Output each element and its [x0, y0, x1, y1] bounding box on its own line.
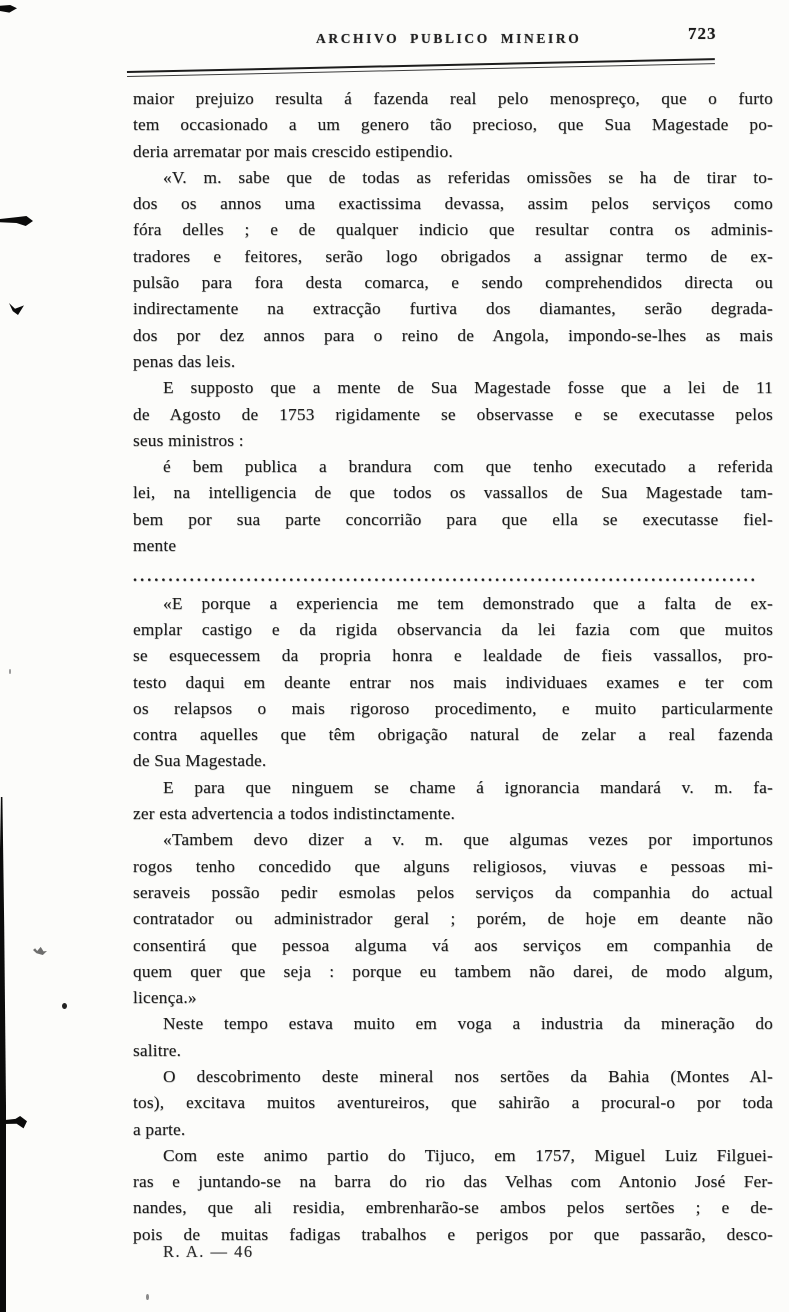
scan-artifact-binding-shadow [0, 797, 6, 1312]
text-line: contratador ou administrador geral ; porém, de hoje em deante não [133, 909, 773, 929]
text-line: licença.» [133, 988, 197, 1008]
text-line: dos os annos uma exactissima devassa, assim pelos serviços como [133, 194, 773, 214]
scan-artifact-speck [146, 1294, 149, 1300]
scan-artifact-check-mark [9, 303, 24, 315]
text-line: Neste tempo estava muito em voga a industria da mineração do [163, 1014, 773, 1034]
paragraph [133, 1143, 773, 1248]
text-line: penas das leis. [133, 351, 236, 371]
ellipsis-row: ........................................................................................ [133, 568, 758, 586]
text-line: O descobrimento deste mineral nos sertões da Bahia (Montes Al- [163, 1066, 773, 1086]
paragraph [133, 1011, 773, 1064]
text-line: de Agosto de 1753 rigidamente se observasse e se executasse pelos [133, 404, 773, 424]
text-line: seus ministros : [133, 430, 244, 450]
running-title: ARCHIVO PUBLICO MINEIRO [316, 31, 582, 46]
text-line: tem occasionado a um genero tão precioso, que Sua Magestade po- [133, 115, 773, 135]
text-line: tos), excitava muitos aventureiros, que sahirão a procural-o por toda [133, 1093, 773, 1113]
text-line: os relapsos o mais rigoroso procedimento, e muito particularmente [133, 698, 773, 718]
paragraph [133, 165, 773, 375]
scan-artifact-spur [4, 1116, 27, 1129]
text-line: nandes, que ali residia, embrenharão-se ambos pelos sertões ; e de- [133, 1198, 773, 1218]
page-body [133, 86, 773, 1248]
scan-artifact-ink-dot [62, 1003, 67, 1009]
text-line: bem por sua parte concorrião para que ella se executasse fiel- [133, 509, 773, 529]
text-line: fóra delles ; e de qualquer indicio que resultar contra os adminis- [133, 220, 773, 240]
page-number: 723 [688, 24, 717, 43]
text-line: mente [133, 536, 177, 556]
text-line: deria arrematar por mais crescido estipendio. [133, 141, 453, 161]
text-line: dos por dez annos para o reino de Angola, impondo-se-lhes as mais [133, 325, 773, 345]
text-line: maior prejuizo resulta á fazenda real pelo menospreço, que o furto [133, 89, 773, 108]
text-line: seraveis possão pedir esmolas pelos serviços da companhia do actual [133, 882, 773, 902]
text-line: «V. m. sabe que de todas as referidas omissões se ha de tirar to- [163, 167, 773, 187]
text-line: consentirá que pessoa alguma vá aos serviços em companhia de [133, 935, 773, 955]
scan-artifact-speck [9, 669, 11, 674]
paragraph [133, 827, 773, 1011]
text-line: testo daqui em deante entrar nos mais individuaes exames e ter com [133, 672, 773, 692]
text-line: zer esta advertencia a todos indistinctamente. [133, 804, 456, 824]
text-line: pulsão para fora desta comarca, e sendo comprehendidos directa ou [133, 273, 773, 293]
text-line: é bem publica a brandura com que tenho executado a referida [163, 457, 773, 477]
scan-artifact-top-dash [0, 5, 17, 13]
paragraph [133, 775, 773, 828]
text-line: indirectamente na extracção furtiva dos diamantes, serão degrada- [133, 299, 773, 319]
signature-mark: R. A. — 46 [163, 1242, 254, 1261]
text-line: E supposto que a mente de Sua Magestade fosse que a lei de 11 [163, 378, 773, 398]
paragraph [133, 454, 773, 559]
text-line: salitre. [133, 1040, 182, 1060]
scan-artifact-left-dash [0, 216, 33, 226]
text-line: «E porque a experiencia me tem demonstrado que a falta de ex- [163, 593, 773, 613]
scan-artifact-smudge [33, 946, 47, 955]
paragraph [133, 591, 773, 775]
text-line: quem quer que seja : porque eu tambem não darei, de modo algum, [133, 961, 773, 981]
text-line: «Tambem devo dizer a v. m. que algumas vezes por importunos [163, 830, 773, 850]
text-line: tradores e feitores, serão logo obrigados a assignar termo de ex- [133, 246, 773, 266]
text-line: contra aquelles que têm obrigação natural de zelar a real fazenda [133, 725, 773, 745]
text-line: Com este animo partio do Tijuco, em 1757, Miguel Luiz Filguei- [163, 1145, 773, 1165]
text-line: emplar castigo e da rigida observancia da lei fazia com que muitos [133, 619, 773, 639]
text-line: ras e juntando-se na barra do rio das Velhas com Antonio José Fer- [133, 1172, 773, 1192]
text-line: de Sua Magestade. [133, 751, 267, 771]
text-line: rogos tenho concedido que alguns religiosos, viuvas e pessoas mi- [133, 856, 773, 876]
text-line: a parte. [133, 1119, 186, 1139]
paragraph [133, 375, 773, 454]
text-line: E para que ninguem se chame á ignorancia mandará v. m. fa- [163, 777, 773, 797]
paragraph [133, 1064, 773, 1143]
header-rule [127, 58, 715, 77]
text-line: lei, na intelligencia de que todos os vassallos de Sua Magestade tam- [133, 483, 773, 503]
text-line: se esquecessem da propria honra e lealdade de fieis vassallos, pro- [133, 646, 773, 666]
paragraph [133, 86, 773, 165]
text-line: pois de muitas fadigas trabalhos e perigos por que passarão, desco- [133, 1224, 773, 1244]
